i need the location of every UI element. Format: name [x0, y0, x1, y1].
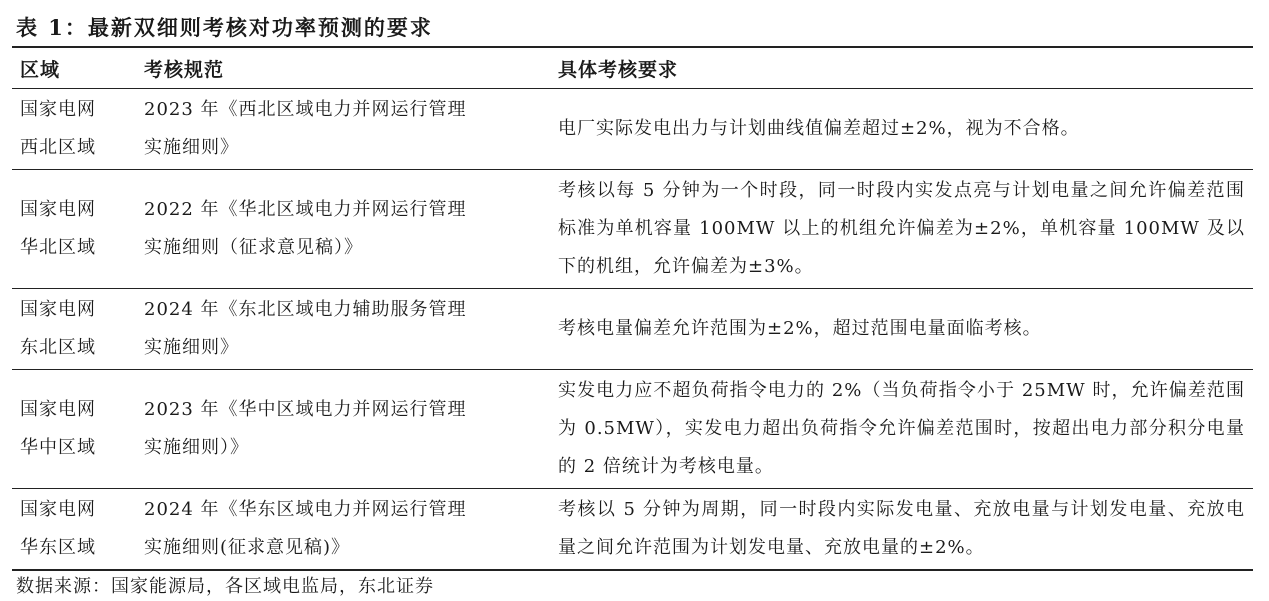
region-cell — [12, 170, 130, 289]
requirement-cell: 考核以每 5 分钟为一个时段，同一时段内实发点亮与计划电量之间允许偏差范围标准为单机容量 100MW 以上的机组允许偏差为±2%，单机容量 100MW 及以下的机组，允许偏差为±3%。 — [540, 170, 1253, 289]
spec-line: 实施细则）》 — [144, 437, 249, 458]
region-line: 华中区域 — [20, 437, 96, 458]
spec-line: 2024 年《华东区域电力并网运行管理 — [144, 499, 467, 520]
table-row — [12, 170, 1253, 289]
region-cell — [12, 370, 130, 489]
spec-line: 实施细则（征求意见稿）》 — [144, 237, 363, 258]
data-source-note: 数据来源：国家能源局，各区域电监局，东北证券 — [16, 576, 434, 597]
spec-cell — [130, 489, 540, 571]
region-cell — [12, 89, 130, 170]
region-cell — [12, 289, 130, 370]
requirement-cell: 考核电量偏差允许范围为±2%，超过范围电量面临考核。 — [540, 289, 1253, 370]
region-line: 东北区域 — [20, 337, 96, 358]
table-row — [12, 370, 1253, 489]
spec-cell — [130, 170, 540, 289]
spec-cell — [130, 370, 540, 489]
spec-line: 实施细则》 — [144, 337, 239, 358]
region-line: 国家电网 — [20, 499, 96, 520]
column-header-spec: 考核规范 — [130, 47, 540, 89]
requirement-cell: 实发电力应不超负荷指令电力的 2%（当负荷指令小于 25MW 时，允许偏差范围为 0.5MW），实发电力超出负荷指令允许偏差范围时，按超出电力部分积分电量的 2 倍统计为考核电量。 — [540, 370, 1253, 489]
region-line: 国家电网 — [20, 99, 96, 120]
column-header-requirement: 具体考核要求 — [540, 47, 1253, 89]
table-row — [12, 489, 1253, 571]
spec-line: 2023 年《西北区域电力并网运行管理 — [144, 99, 467, 120]
region-cell — [12, 489, 130, 571]
spec-cell — [130, 89, 540, 170]
spec-line: 2023 年《华中区域电力并网运行管理 — [144, 399, 467, 420]
spec-line: 2024 年《东北区域电力辅助服务管理 — [144, 299, 467, 320]
spec-line: 实施细则(征求意见稿)》 — [144, 537, 351, 558]
table-row — [12, 89, 1253, 170]
region-line: 国家电网 — [20, 199, 96, 220]
spec-line: 实施细则》 — [144, 137, 239, 158]
requirements-table — [12, 46, 1253, 571]
region-line: 国家电网 — [20, 299, 96, 320]
region-line: 华北区域 — [20, 237, 96, 258]
table-row — [12, 289, 1253, 370]
requirement-cell: 考核以 5 分钟为周期，同一时段内实际发电量、充放电量与计划发电量、充放电量之间允许范围为计划发电量、充放电量的±2%。 — [540, 489, 1253, 571]
table-title: 表 1：最新双细则考核对功率预测的要求 — [16, 15, 433, 40]
spec-line: 2022 年《华北区域电力并网运行管理 — [144, 199, 467, 220]
spec-cell — [130, 289, 540, 370]
region-line: 华东区域 — [20, 537, 96, 558]
table-header-row — [12, 47, 1253, 89]
column-header-region: 区域 — [12, 47, 130, 89]
region-line: 国家电网 — [20, 399, 96, 420]
requirement-cell: 电厂实际发电出力与计划曲线值偏差超过±2%，视为不合格。 — [540, 89, 1253, 170]
region-line: 西北区域 — [20, 137, 96, 158]
